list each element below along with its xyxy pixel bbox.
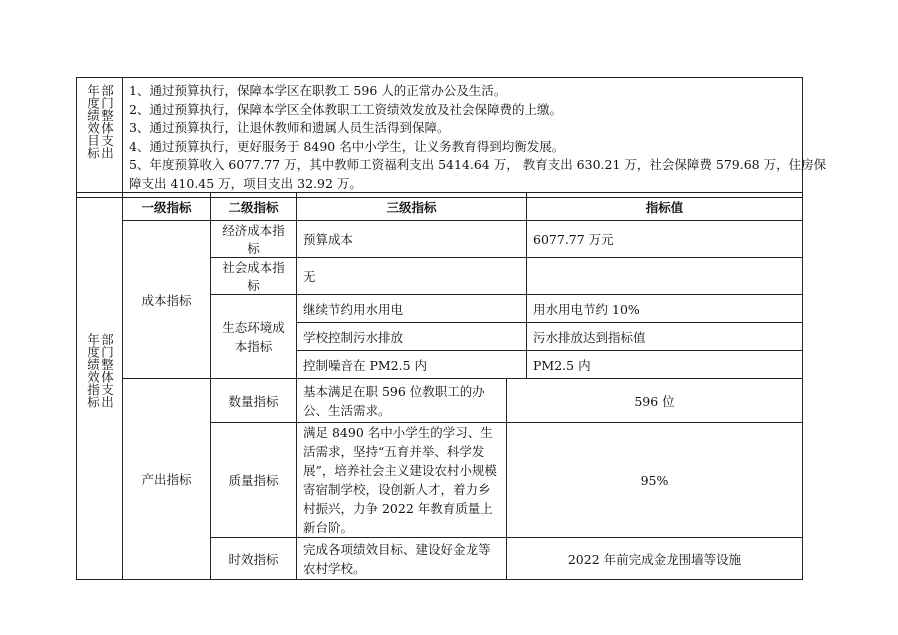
goals-label-col1: 部门整体支出	[99, 84, 115, 159]
timeliness-level2: 时效指标	[211, 538, 297, 580]
goal-item-1: 1、通过预算执行，保障本学区在职教工 596 人的正常办公及生活。	[129, 83, 507, 98]
goal-item-3: 3、通过预算执行，让退休教师和遗属人员生活得到保障。	[129, 120, 450, 135]
quantity-level3: 基本满足在职 596 位教职工的办公、生活需求。	[297, 379, 507, 423]
social-value	[527, 258, 803, 295]
economic-level2: 经济成本指标	[211, 221, 297, 258]
header-level1: 一级指标	[123, 193, 211, 221]
quality-level3: 满足 8490 名中小学生的学习、生活需求，坚持“五育并举、科学发展”，培养社会主义建设农村小规模寄宿制学校，设创新人才，着力乡村振兴，力争 2022 年教育质量上新台阶。	[297, 423, 507, 538]
eco-level3-1: 继续节约用水用电	[297, 295, 527, 323]
goal-item-5: 5、年度预算收入 6077.77 万，其中教师工资福利支出 5414.64 万， 教育支出 630.21 万，社会保障费 579.68 万，住房保	[129, 157, 827, 172]
eco-level2: 生态环境成本指标	[211, 295, 297, 379]
eco-value-3: PM2.5 内	[527, 351, 803, 379]
goal-item-2: 2、通过预算执行，保障本学区全体教职工工资绩效发放及社会保障费的上缴。	[129, 101, 562, 117]
timeliness-value: 2022 年前完成金龙围墙等设施	[507, 538, 803, 580]
indicators-label-col1: 部门整体支出	[99, 332, 115, 408]
quantity-value: 596 位	[507, 379, 803, 423]
goals-row-label	[77, 78, 123, 198]
quantity-level2: 数量指标	[211, 379, 297, 423]
header-level3: 三级指标	[297, 193, 527, 221]
timeliness-level3: 完成各项绩效目标、建设好金龙等农村学校。	[297, 538, 507, 580]
goal-item-4: 4、通过预算执行，更好服务于 8490 名中小学生，让义务教育得到均衡发展。	[129, 138, 565, 154]
social-level3: 无	[297, 258, 527, 295]
indicators-table	[76, 192, 803, 580]
header-level2: 二级指标	[211, 193, 297, 221]
quality-value: 95%	[507, 423, 803, 538]
eco-value-2: 污水排放达到指标值	[527, 323, 803, 351]
quality-level2: 质量指标	[211, 423, 297, 538]
eco-value-1: 用水用电节约 10%	[527, 295, 803, 323]
goals-label-col2: 年度绩效目标	[85, 84, 101, 159]
economic-value: 6077.77 万元	[527, 221, 803, 258]
economic-level3: 预算成本	[297, 221, 527, 258]
indicators-label-col2: 年度绩效指标	[85, 332, 101, 408]
goals-table	[76, 77, 827, 198]
cost-level1: 成本指标	[123, 221, 211, 379]
goals-text	[123, 78, 827, 198]
output-level1: 产出指标	[123, 379, 211, 580]
header-value: 指标值	[527, 193, 803, 221]
social-level2: 社会成本指标	[211, 258, 297, 295]
eco-level3-3: 控制噪音在 PM2.5 内	[297, 351, 527, 379]
eco-level3-2: 学校控制污水排放	[297, 323, 527, 351]
indicators-row-label	[77, 193, 123, 580]
goal-item-5-cont: 障支出 410.45 万，项目支出 32.92 万。	[129, 175, 362, 191]
